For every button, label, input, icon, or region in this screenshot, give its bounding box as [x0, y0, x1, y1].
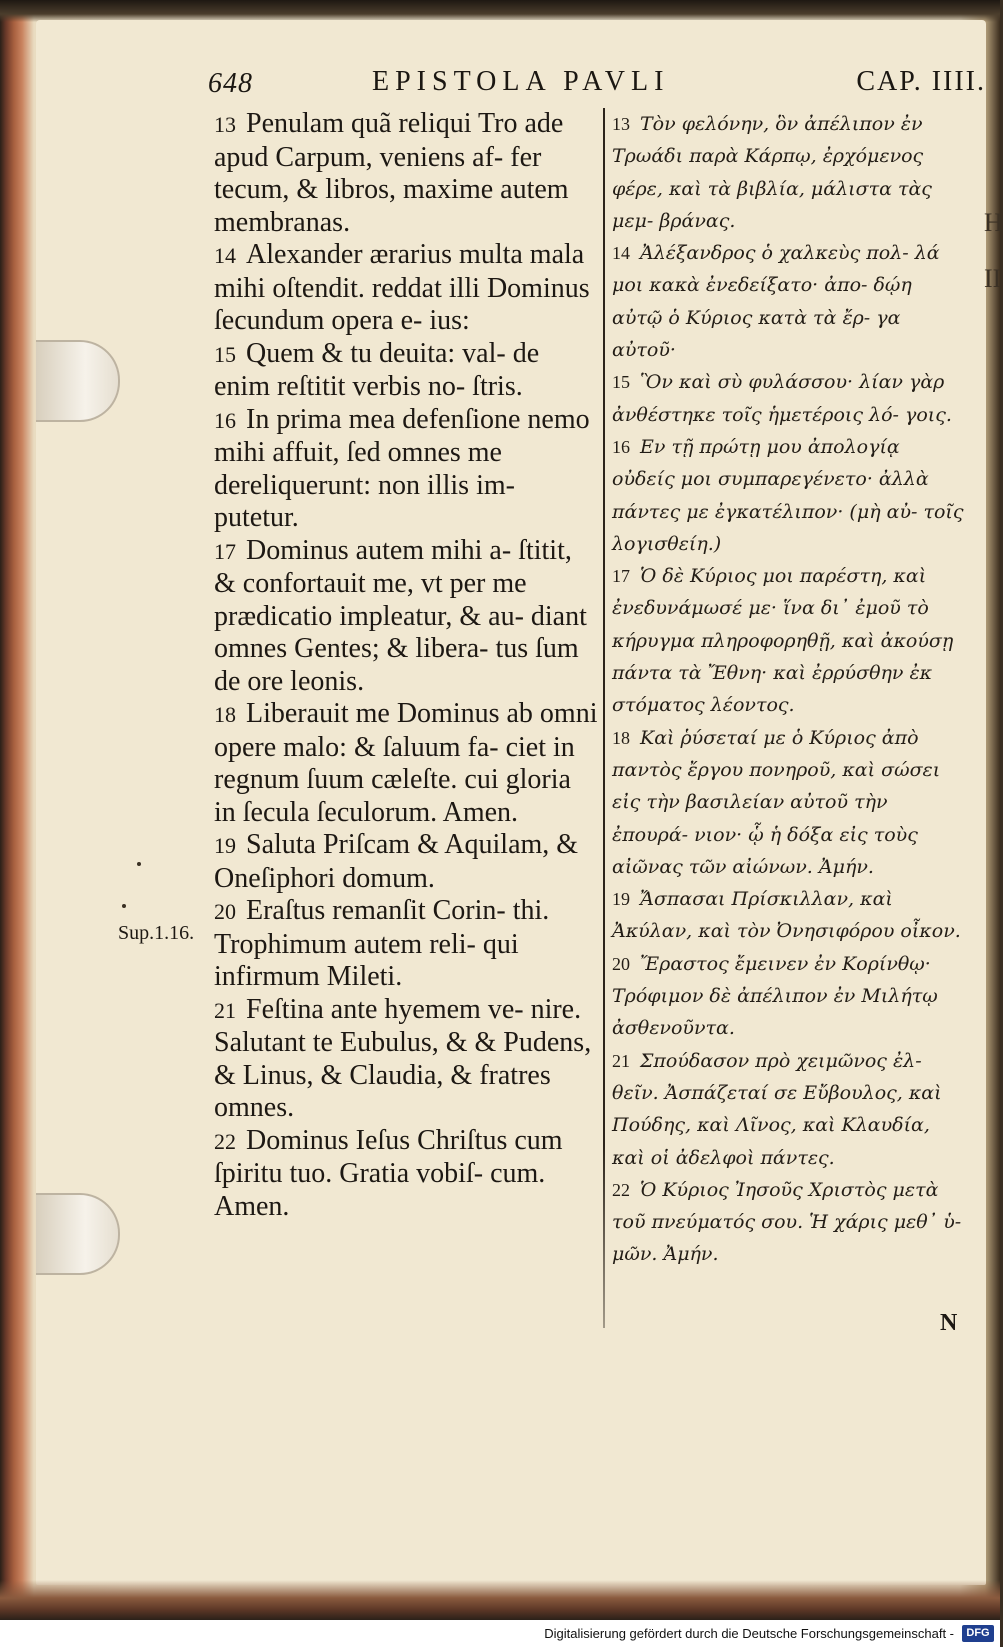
verse-text: Liberauit me Dominus ab omni opere malo: & ſaluum fa- ciet in regnum ſuum cæleſte. cui gloria in ſecula ſeculorum. Amen.: [214, 698, 598, 828]
margin-dot: [122, 904, 126, 908]
greek-column: [612, 108, 968, 1271]
verse-number: 14: [214, 243, 236, 268]
verse-number: 13: [214, 112, 236, 137]
verse-text: In prima mea defenſione nemo mihi affuit, ſed omnes me dereliquerunt: non illis im- putetur.: [214, 403, 590, 533]
margin-dot: [137, 862, 141, 866]
verse-text: Ὁ Κύριος Ἰησοῦς Χριστὸς μετὰ τοῦ πνεύματός σου. Ἡ χάρις μεθ᾽ ὑ- μῶν. Ἀμήν.: [612, 1178, 962, 1266]
verse-latin: [214, 338, 598, 404]
verse-number: 18: [214, 702, 236, 727]
verse-text: Quem & tu deuita: val- de enim reſtitit verbis no- ſtris.: [214, 337, 540, 402]
page-bottom-edge: [0, 1580, 1000, 1620]
top-shadow: [0, 0, 1000, 22]
verse-greek: [612, 431, 968, 560]
verse-greek: [612, 948, 968, 1045]
verse-latin: [214, 829, 598, 895]
verse-number: 20: [214, 899, 236, 924]
verse-greek: [612, 722, 968, 883]
verse-greek: [612, 560, 968, 721]
verse-latin: [214, 895, 598, 994]
facing-page-letters: [984, 195, 1003, 307]
dfg-logo-icon: DFG: [962, 1625, 994, 1642]
verse-number: 15: [214, 341, 236, 367]
verse-text: Ὃν καὶ σὺ φυλάσσου· λίαν γὰρ ἀνθέστηκε τοῖς ἡμετέροις λό- γοις.: [612, 371, 952, 426]
verse-text: Σπούδασον πρὸ χειμῶνος ἐλ- θεῖν. Ἀσπάζεταί σε Εὔβουλος, καὶ Πούδης, καὶ Λῖνος, καὶ Κλαυδία, καὶ οἱ ἀδελφοὶ πάντες.: [612, 1049, 942, 1169]
verse-latin: [214, 698, 598, 829]
verse-text: Τὸν φελόνην, ὃν ἀπέλιπον ἐν Τρωάδι παρὰ Κάρπῳ, ἐρχόμενος φέρε, καὶ τὰ βιβλία, μάλιστα τὰς μεμ- βράνας.: [612, 113, 932, 232]
verse-number: 19: [612, 889, 630, 910]
running-header: [206, 62, 986, 102]
verse-number: 16: [612, 436, 630, 457]
verse-latin: [214, 108, 598, 239]
verse-text: Dominus Ieſus Chriſtus cum ſpiritu tuo. Gratia vobiſ- cum. Amen.: [214, 1124, 563, 1222]
verse-number: 17: [612, 566, 630, 587]
verse-number: 20: [612, 953, 630, 974]
verse-latin: [214, 1125, 598, 1224]
verse-text: Ὁ δὲ Κύριος μοι παρέστη, καὶ ἐνεδυνάμωσέ με· ἵνα δι᾽ ἐμοῦ τὸ κήρυγμα πληροφορηθῇ, καὶ ἀκούσῃ πάντα τὰ Ἔθνη· καὶ ἐρρύσθην ἐκ στόματος λέοντος.: [612, 565, 954, 717]
verse-text: Feſtina ante hyemem ve- nire. Salutant te Eubulus, & & Pudens, & Linus, & Claudia, & fratres omnes.: [214, 993, 592, 1123]
verse-latin: [214, 535, 598, 699]
verse-text: Εν τῇ πρώτῃ μου ἀπολογίᾳ οὐδείς μοι συμπαρεγένετο· ἀλλὰ πάντες με ἐγκατέλιπον· (μὴ αὐ- τοῖς λογισθείη.): [612, 435, 964, 555]
verse-greek: [612, 108, 968, 237]
verse-text: Penulam quã reliqui Tro ade apud Carpum, veniens af- fer tecum, & libros, maxime autem membranas.: [214, 108, 569, 238]
facing-page-letter: II: [984, 264, 1002, 293]
verse-number: 21: [612, 1050, 630, 1071]
paper-tab-marker: [36, 1193, 120, 1275]
verse-number: 13: [612, 114, 630, 134]
footer-credit: Digitalisierung gefördert durch die Deutsche Forschungsgemeinschaft -: [544, 1626, 954, 1641]
verse-text: Dominus autem mihi a- ſtitit, & confortauit me, vt per me prædicatio impleatur, & au- diant omnes Gentes; & libera- tus ſum de ore leonis.: [214, 534, 587, 697]
verse-text: Eraſtus remanſit Corin- thi. Trophimum autem reli- qui infirmum Mileti.: [214, 895, 550, 992]
page-number: 648: [208, 68, 253, 99]
verse-number: 19: [214, 833, 236, 858]
verse-text: Καὶ ῥύσεταί με ὁ Κύριος ἀπὸ παντὸς ἔργου πονηροῦ, καὶ σώσει εἰς τὴν βασιλείαν αὐτοῦ τὴν ἐπουρά- νιον· ᾧ ἡ δόξα εἰς τοὺς αἰῶνας τῶν αἰώνων. Ἀμήν.: [612, 726, 941, 878]
paper-tab-marker: [36, 340, 120, 422]
verse-greek: [612, 1174, 968, 1271]
verse-latin: [214, 404, 598, 535]
verse-text: Ἔραστος ἔμεινεν ἐν Κορίνθῳ· Τρόφιμον δὲ ἀπέλιπον ἐν Μιλήτῳ ἀσθενοῦντα.: [612, 952, 938, 1040]
latin-column: [214, 108, 598, 1223]
column-divider: [603, 108, 605, 1328]
running-title: EPISTOLA PAVLI: [372, 66, 670, 97]
footer-bar: [0, 1620, 1000, 1647]
verse-greek: [612, 1045, 968, 1174]
verse-number: 16: [214, 407, 236, 433]
verse-number: 21: [214, 997, 236, 1023]
verse-text: Ἄσπασαι Πρίσκιλλαν, καὶ Ἀκύλαν, καὶ τὸν Ὀνησιφόρου οἶκον.: [612, 888, 961, 943]
margin-reference: Sup.1.16.: [118, 922, 195, 944]
verse-greek: [612, 883, 968, 948]
verse-greek: [612, 237, 968, 366]
verse-number: 22: [214, 1128, 236, 1154]
verse-number: 15: [612, 372, 630, 393]
chapter-label: CAP. IIII.: [856, 66, 986, 97]
verse-number: 22: [612, 1179, 630, 1200]
verse-greek: [612, 366, 968, 431]
verse-text: Saluta Priſcam & Aquilam, & Oneſiphori domum.: [214, 829, 579, 894]
verse-latin: [214, 994, 598, 1125]
verse-number: 18: [612, 727, 630, 748]
facing-page-letter: H: [984, 208, 1003, 237]
verse-number: 14: [612, 243, 630, 264]
verse-text: Ἀλέξανδρος ὁ χαλκεὺς πολ- λά μοι κακὰ ἐνεδείξατο· ἀπο- δῴη αὐτῷ ὁ Κύριος κατὰ τὰ ἔρ- γα αὐτοῦ·: [612, 242, 940, 362]
signature-mark: N: [940, 1310, 958, 1336]
verse-number: 17: [214, 538, 236, 564]
verse-latin: [214, 239, 598, 338]
verse-text: Alexander ærarius multa mala mihi oſtendit. reddat illi Dominus ſecundum opera e- ius:: [214, 239, 590, 336]
